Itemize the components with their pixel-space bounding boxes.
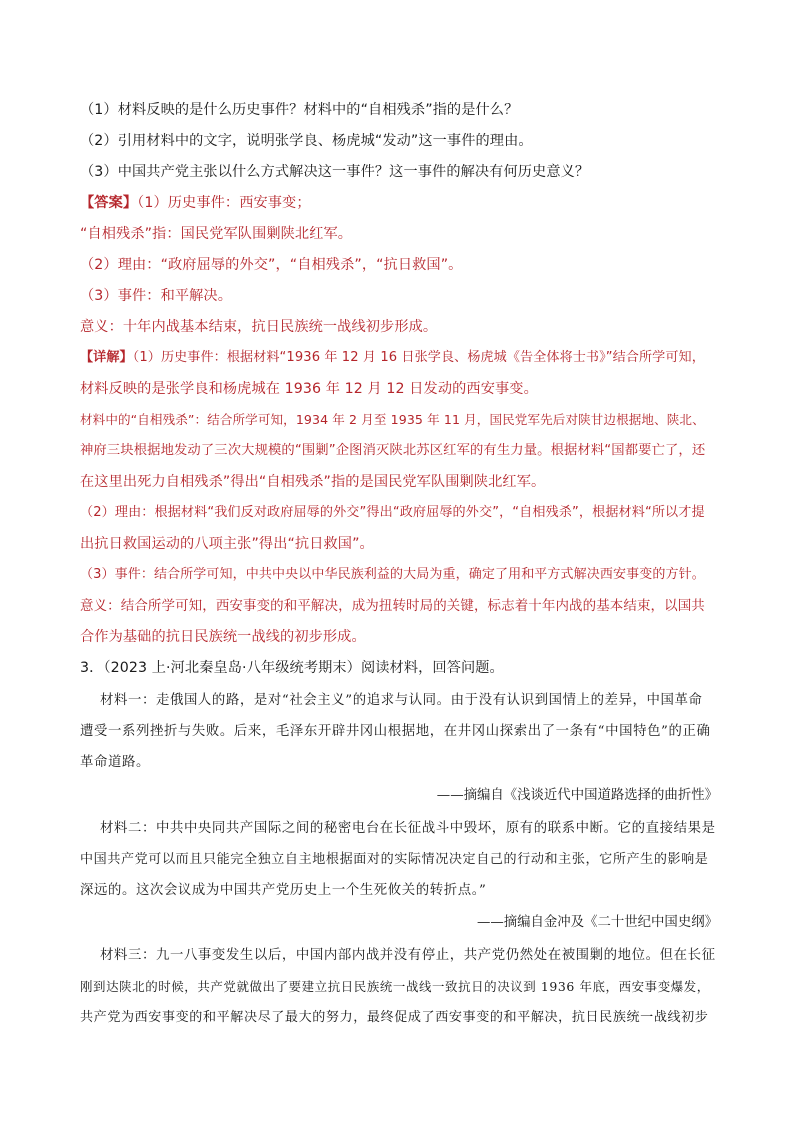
material-2-line-1: 材料二：中共中央同共产国际之间的秘密电台在长征战斗中毁坏，原有的联系中断。它的直接结果是	[100, 821, 716, 836]
material-1-line-1: 材料一：走俄国人的路，是对“社会主义”的追求与认同。由于没有认识到国情上的差异，中国革命	[100, 693, 703, 708]
answer-tag: 【答案】	[80, 195, 138, 211]
material-2-line-3: 深远的。这次会议成为中国共产党历史上一个生死攸关的转折点。”	[80, 883, 487, 898]
question-1: （1）材料反映的是什么历史事件？材料中的“自相残杀”指的是什么？	[80, 102, 519, 118]
answer-line-3: （2）理由：“政府屈辱的外交”，“自相残杀”，“抗日救国”。	[80, 257, 463, 273]
answer-line-2: “自相残杀”指：国民党军队围剿陕北红军。	[80, 226, 353, 242]
detail-line-1	[80, 348, 714, 368]
question-3-header: 3．（2023 上·河北秦皇岛·八年级统考期末）阅读材料，回答问题。	[80, 660, 504, 676]
question-3: （3）中国共产党主张以什么方式解决这一事件？这一事件的解决有何历史意义？	[80, 164, 590, 180]
detail-tag: 【详解】	[80, 350, 133, 365]
material-3-line-2: 刚到达陕北的时候，共产党就做出了要建立抗日民族统一战线一致抗日的决议到 1936 年底，西安事变爆发，	[80, 979, 710, 994]
question-2: （2）引用材料中的文字，说明张学良、杨虎城“发动”这一事件的理由。	[80, 133, 533, 149]
material-3-line-3: 共产党为西安事变的和平解决尽了最大的努力，最终促成了西安事变的和平解决，抗日民族统一战线初步	[80, 1010, 709, 1025]
material-2-source: ——摘编自金冲及《二十世纪中国史纲》	[476, 915, 718, 930]
detail-line-2: 材料反映的是张学良和杨虎城在 1936 年 12 月 12 日发动的西安事变。	[80, 381, 538, 397]
answer-line-5: 意义：十年内战基本结束，抗日民族统一战线初步形成。	[80, 319, 438, 335]
material-1-line-3: 革命道路。	[80, 755, 150, 770]
answer-text-1: （1）历史事件：西安事变；	[137, 195, 311, 211]
detail-line-10: 合作为基础的抗日民族统一战线的初步形成。	[80, 629, 366, 645]
detail-text-1: （1）历史事件：根据材料“1936 年 12 月 16 日张学良、杨虎城《告全体将士书》”结合所学可知，	[132, 350, 705, 365]
material-1-line-2: 遭受一系列挫折与失败。后来，毛泽东开辟井冈山根据地，在井冈山探索出了一条有“中国特色”的正确	[80, 724, 711, 739]
detail-line-3: 材料中的“自相残杀”：结合所学可知，1934 年 2 月至 1935 年 11 月，国民党军先后对陕甘边根据地、陕北、	[80, 412, 705, 427]
answer-line-1	[80, 193, 714, 213]
material-1-source: ——摘编自《浅谈近代中国道路选择的曲折性》	[436, 788, 718, 803]
detail-line-8: （3）事件：结合所学可知，中共中央以中华民族利益的大局为重，确定了用和平方式解决西安事变的方针。	[80, 567, 705, 582]
detail-line-6: （2）理由：根据材料“我们反对政府屈辱的外交”得出“政府屈辱的外交”，“自相残杀”，根据材料“所以才提	[80, 505, 705, 520]
answer-line-4: （3）事件：和平解决。	[80, 288, 233, 304]
detail-line-9: 意义：结合所学可知，西安事变的和平解决，成为扭转时局的关键，标志着十年内战的基本结束，以国共	[80, 598, 705, 614]
detail-line-7: 出抗日救国运动的八项主张”得出“抗日救国”。	[80, 536, 374, 552]
detail-line-5: 在这里出死力自相残杀”得出“自相残杀”指的是国民党军队围剿陕北红军。	[80, 474, 546, 490]
material-2-line-2: 中国共产党可以而且只能完全独立自主地根据面对的实际情况决定自己的行动和主张，它所产生的影响是	[80, 852, 709, 867]
detail-line-4: 神府三块根据地发动了三次大规模的“围剿”企图消灭陕北苏区红军的有生力量。根据材料“国都要亡了，还	[80, 443, 706, 458]
material-3-line-1: 材料三：九一八事变发生以后，中国内部内战并没有停止，共产党仍然处在被围剿的地位。但在长征	[100, 948, 716, 963]
